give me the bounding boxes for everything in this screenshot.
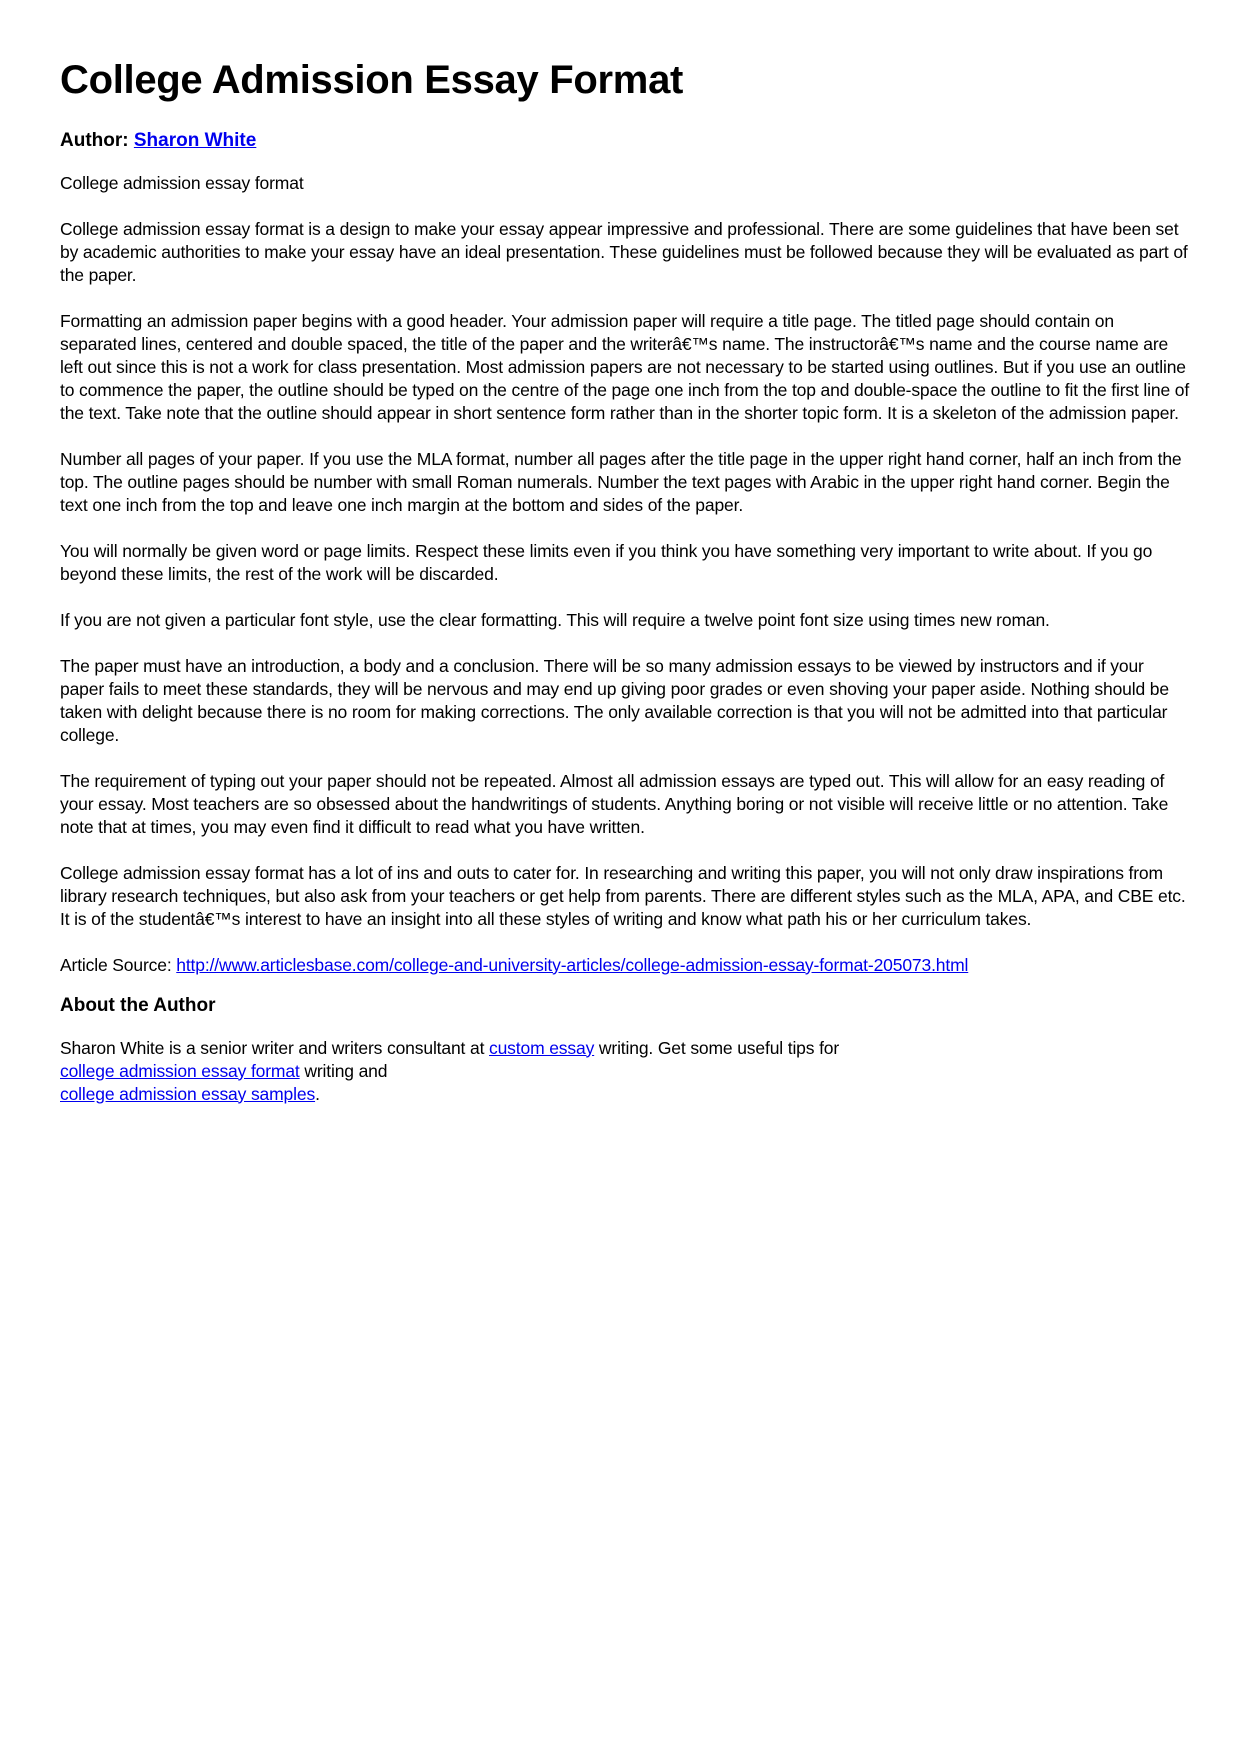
paragraph-2: Formatting an admission paper begins with a good header. Your admission paper will require a title page. The titled page should contain on separated lines, centered and double spaced, the title of the paper and the writerâ€™s name. The instructorâ€™s name and the course name are left out since this is not a work for class presentation. Most admission papers are not necessary to be started using outlines. But if you use an outline to commence the paper, the outline should be typed on the centre of the page one inch from the top and double-space the outline to fit the first line of the text. Take note that the outline should appear in short sentence form rather than in the shorter topic form. It is a skeleton of the admission paper. (60, 310, 1190, 423)
paragraph-7: The requirement of typing out your paper should not be repeated. Almost all admission essays are typed out. This will allow for an easy reading of your essay. Most teachers are so obsessed about the handwritings of students. Anything boring or not visible will receive little or no attention. Take note that at times, you may even find it difficult to read what you have written. (60, 770, 1169, 837)
document-page (60, 56, 1190, 1106)
about-text-1: Sharon White is a senior writer and writers consultant at (60, 1037, 485, 1058)
article-source-link[interactable]: http://www.articlesbase.com/college-and-university-articles/college-admission-essay-format-205073.html (176, 954, 969, 975)
custom-essay-link[interactable]: custom essay (489, 1037, 595, 1058)
author-link[interactable]: Sharon White (133, 130, 257, 151)
about-author-text (60, 1037, 1190, 1106)
paragraph-4: You will normally be given word or page limits. Respect these limits even if you think you have something very important to write about. If you go beyond these limits, the rest of the work will be discarded. (60, 540, 1153, 584)
college-admission-essay-samples-link[interactable]: college admission essay samples (60, 1083, 316, 1104)
college-admission-essay-format-link[interactable]: college admission essay format (60, 1060, 300, 1081)
author-label: Author: (60, 130, 129, 151)
author-line (60, 130, 1190, 153)
paragraph-1: College admission essay format is a design to make your essay appear impressive and professional. There are some guidelines that have been set by academic authorities to make your essay have an ideal presentation. These guidelines must be followed because they will be evaluated as part of the paper. (60, 218, 1188, 285)
paragraph-3: Number all pages of your paper. If you use the MLA format, number all pages after the title page in the upper right hand corner, half an inch from the top. The outline pages should be number with small Roman numerals. Number the text pages with Arabic in the upper right hand corner. Begin the text one inch from the top and leave one inch margin at the bottom and sides of the paper. (60, 448, 1182, 515)
article-source-label: Article Source: (60, 954, 172, 975)
paragraph-5: If you are not given a particular font style, use the clear formatting. This will require a twelve point font size using times new roman. (60, 609, 1050, 630)
about-text-2: writing. Get some useful tips for (598, 1037, 840, 1058)
about-text-3: writing and (304, 1060, 388, 1081)
about-author-heading: About the Author (60, 994, 216, 1016)
about-text-4: . (315, 1083, 320, 1104)
paragraph-6: The paper must have an introduction, a body and a conclusion. There will be so many admission essays to be viewed by instructors and if your paper fails to meet these standards, they will be nervous and may end up giving poor grades or even shoving your paper aside. Nothing should be taken with delight because there is no room for making corrections. The only available correction is that you will not be admitted into that particular college. (60, 655, 1169, 745)
page-title: College Admission Essay Format (60, 58, 684, 102)
paragraph-8: College admission essay format has a lot of ins and outs to cater for. In researching and writing this paper, you will not only draw inspirations from library research techniques, but also ask from your teachers or get help from parents. There are different styles such as the MLA, APA, and CBE etc. It is of the studentâ€™s interest to have an insight into all these styles of writing and know what path his or her curriculum takes. (60, 862, 1186, 929)
article-source (60, 954, 1190, 977)
subtitle: College admission essay format (60, 172, 304, 193)
